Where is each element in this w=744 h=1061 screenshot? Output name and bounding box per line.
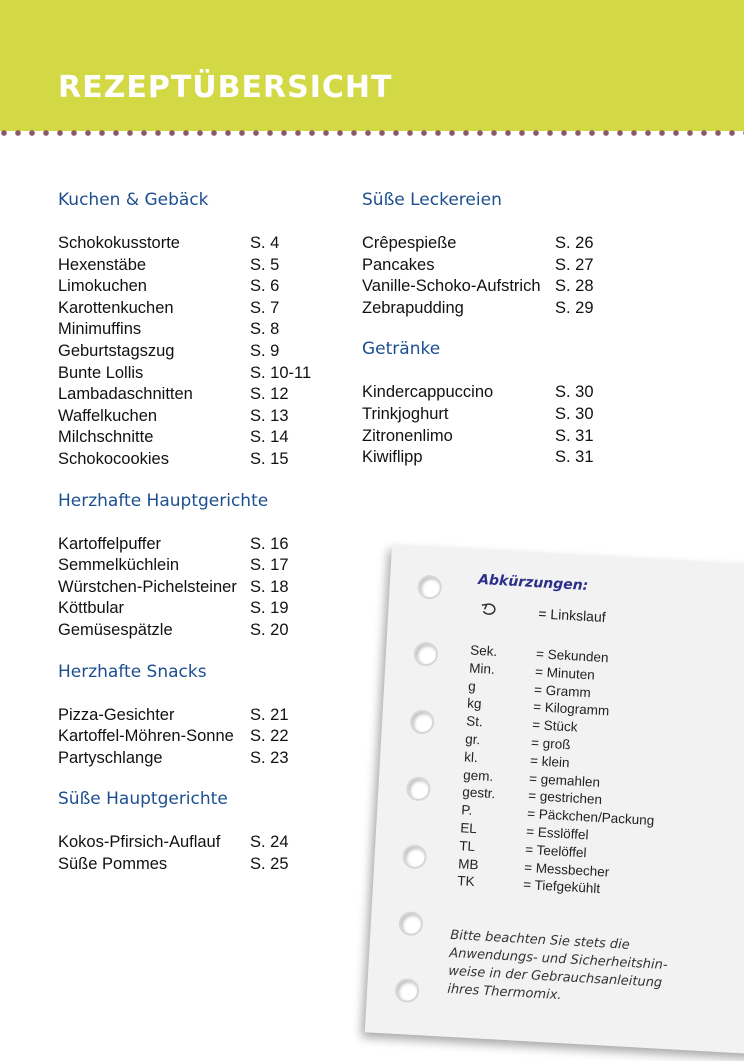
recipe-page: S. 18: [250, 577, 289, 596]
abbreviation-key: kl.: [463, 749, 479, 765]
section-title: Getränke: [362, 339, 441, 360]
recipe-row: [58, 854, 348, 876]
recipe-name: Partyschlange: [58, 748, 163, 767]
recipe-name: Hexenstäbe: [58, 255, 147, 274]
thermomix-note: Bitte beachten Sie stets die Anwendungs- und Sicherheitshin-weise in der Gebrauchsanleitung ihres Thermomix.: [446, 927, 668, 1004]
recipe-name: Kokos-Pfirsich-Auflauf: [58, 833, 221, 852]
counterclockwise-arrow-icon: [478, 600, 501, 619]
recipe-page: S. 17: [250, 556, 289, 575]
recipe-page: S. 22: [250, 727, 289, 746]
abbreviation-row: [456, 873, 601, 897]
abbreviation-card: [365, 545, 744, 1055]
recipe-name: Bunte Lollis: [58, 363, 144, 382]
recipe-list: [58, 832, 348, 875]
recipe-page: S. 16: [250, 534, 289, 553]
recipe-name: Kiwiflipp: [362, 448, 423, 467]
recipe-row: [58, 577, 348, 599]
recipe-page: S. 20: [250, 620, 289, 639]
recipe-page: S. 4: [250, 234, 280, 252]
abbreviation-list: [456, 642, 655, 897]
recipe-row: [362, 298, 652, 320]
recipe-name: Köttbular: [58, 599, 125, 618]
recipe-row: [362, 255, 652, 277]
recipe-page: S. 27: [555, 255, 594, 274]
abbreviation-meaning: = Päckchen/Packung: [526, 806, 655, 829]
abbreviation-meaning: = Kilogramm: [532, 699, 610, 719]
recipe-name: Kartoffel-Möhren-Sonne: [58, 727, 234, 746]
section-leckereien: [362, 188, 652, 319]
recipe-page: S. 7: [250, 298, 280, 317]
abbreviation-key: kg: [466, 695, 482, 712]
section-title: Kuchen & Gebäck: [58, 190, 209, 210]
recipe-row: [362, 233, 652, 255]
recipe-name: Kartoffelpuffer: [58, 534, 162, 553]
abbreviation-key: St.: [465, 713, 484, 730]
abbreviation-meaning: = gestrichen: [527, 788, 603, 808]
section-snacks: [58, 660, 348, 770]
recipe-name: Crêpespieße: [362, 234, 457, 252]
recipe-row: [58, 555, 348, 577]
abbreviation-key: gem.: [462, 766, 494, 784]
recipe-row: [58, 298, 348, 320]
recipe-name: Schokocookies: [58, 449, 169, 468]
recipe-page: S. 25: [250, 854, 289, 873]
abbreviation-key: TK: [456, 873, 476, 890]
abbreviation-row: [458, 837, 587, 861]
punch-hole-icon: [398, 911, 423, 936]
recipe-row: [58, 726, 348, 748]
abbreviation-meaning: = Sekunden: [535, 646, 609, 666]
recipe-list: [58, 233, 348, 471]
recipe-row: [58, 748, 348, 770]
section-hauptgerichte: [58, 489, 348, 642]
recipe-row: [362, 426, 652, 448]
recipe-page: S. 29: [555, 298, 594, 317]
recipe-page: S. 31: [555, 448, 594, 467]
recipe-name: Karottenkuchen: [58, 298, 174, 317]
dotted-divider: [0, 129, 744, 137]
recipe-page: S. 24: [250, 833, 289, 852]
abbreviation-meaning: = groß: [530, 735, 571, 753]
section-title: Süße Leckereien: [362, 190, 502, 210]
recipe-list: [58, 705, 348, 770]
recipe-row: [58, 705, 348, 727]
punch-hole-icon: [417, 575, 442, 600]
recipe-page: S. 14: [250, 428, 289, 447]
recipe-name: Gemüsespätzle: [58, 620, 173, 639]
section-title: Herzhafte Hauptgerichte: [58, 490, 269, 511]
recipe-list: [362, 233, 652, 319]
abbreviation-row: [461, 784, 603, 808]
recipe-page: S. 8: [250, 320, 280, 339]
recipe-row: [58, 534, 348, 556]
abbreviation-row: [465, 713, 578, 735]
recipe-name: Milchschnitte: [58, 428, 154, 447]
linkslauf-meaning: = Linkslauf: [537, 605, 607, 626]
abbreviation-meaning: = klein: [529, 752, 570, 771]
recipe-name: Semmelküchlein: [58, 556, 180, 575]
punch-hole-icon: [402, 844, 427, 869]
recipe-page: S. 19: [250, 599, 289, 618]
punch-hole-icon: [410, 709, 435, 734]
recipe-row: [58, 363, 348, 385]
recipe-page: S. 9: [250, 341, 280, 360]
recipe-name: Zebrapudding: [362, 298, 464, 317]
recipe-name: Vanille-Schoko-Aufstrich: [362, 277, 541, 296]
abbreviation-key: P.: [460, 802, 473, 819]
recipe-name: Pizza-Gesichter: [58, 705, 175, 724]
recipe-row: [58, 427, 348, 449]
recipe-row: [58, 233, 348, 255]
abbreviation-key: TL: [458, 838, 476, 854]
abbreviation-meaning: = Teelöffel: [524, 841, 587, 861]
recipe-page: S. 31: [555, 426, 594, 445]
recipe-row: [58, 341, 348, 363]
recipe-page: S. 26: [555, 234, 594, 252]
recipe-page: S. 30: [555, 383, 594, 402]
punch-hole-icon: [413, 641, 438, 666]
recipe-page: S. 12: [250, 385, 289, 404]
abbreviation-row: [468, 659, 596, 683]
recipe-page: S. 21: [250, 705, 289, 724]
abbreviation-key: Min.: [468, 660, 496, 677]
punch-hole-icon: [406, 776, 431, 801]
abbreviation-key: MB: [457, 855, 479, 872]
recipe-name: Schokokusstorte: [58, 234, 180, 252]
abbreviation-key: EL: [459, 820, 478, 837]
recipe-row: [58, 319, 348, 341]
recipe-page: S. 10-11: [250, 363, 312, 382]
abbreviation-meaning: = Messbecher: [523, 859, 610, 880]
recipe-name: Minimuffins: [58, 320, 142, 339]
abbreviation-row: [463, 748, 570, 771]
abbreviations-title: Abkürzungen:: [477, 571, 589, 595]
recipe-list: [362, 382, 652, 468]
abbreviation-row: [462, 766, 601, 790]
left-column: [58, 188, 348, 893]
recipe-name: Zitronenlimo: [362, 426, 453, 445]
abbreviation-row: [464, 730, 571, 753]
recipe-row: [58, 449, 348, 471]
section-title: Herzhafte Snacks: [58, 661, 207, 682]
abbreviation-meaning: = gemahlen: [528, 770, 601, 790]
recipe-page: S. 5: [250, 255, 280, 274]
recipe-name: Waffelkuchen: [58, 406, 158, 425]
recipe-row: [362, 404, 652, 426]
recipe-name: Würstchen-Pichelsteiner: [58, 577, 237, 596]
abbreviation-key: g: [467, 678, 477, 694]
abbreviation-row: [466, 695, 610, 719]
abbreviation-key: gr.: [464, 731, 481, 748]
recipe-row: [58, 620, 348, 642]
recipe-name: Trinkjoghurt: [362, 404, 449, 423]
recipe-row: [362, 276, 652, 298]
abbreviation-row: [467, 677, 592, 700]
abbreviation-meaning: = Tiefgekühlt: [522, 877, 601, 897]
recipe-row: [58, 276, 348, 298]
recipe-row: [58, 384, 348, 406]
recipe-row: [362, 447, 652, 469]
recipe-page: S. 13: [250, 406, 289, 425]
recipe-name: Limokuchen: [58, 277, 147, 296]
recipe-page: S. 15: [250, 449, 289, 468]
abbreviation-row: [457, 855, 610, 880]
recipe-row: [362, 382, 652, 404]
recipe-page: S. 28: [555, 277, 594, 296]
abbreviation-meaning: = Stück: [531, 717, 578, 735]
right-column: [362, 188, 652, 487]
recipe-name: Kindercappuccino: [362, 383, 494, 402]
recipe-row: [58, 406, 348, 428]
recipe-row: [58, 598, 348, 620]
recipe-name: Pancakes: [362, 255, 435, 274]
abbreviation-row: [469, 642, 609, 666]
punch-hole-icon: [395, 978, 420, 1003]
recipe-page: S. 23: [250, 748, 289, 767]
recipe-name: Süße Pommes: [58, 854, 168, 873]
page-title: REZEPTÜBERSICHT: [58, 70, 393, 105]
abbreviation-row: [459, 819, 589, 843]
recipe-name: Geburtstagszug: [58, 341, 175, 360]
recipe-list: [58, 534, 348, 642]
abbreviation-meaning: = Gramm: [533, 681, 592, 700]
abbreviation-key: Sek.: [469, 642, 498, 660]
section-getraenke: [362, 337, 652, 468]
abbreviation-meaning: = Minuten: [534, 663, 596, 683]
recipe-row: [58, 832, 348, 854]
abbreviation-meaning: = Esslöffel: [525, 823, 589, 843]
header-banner: [0, 0, 744, 131]
section-kuchen: [58, 188, 348, 471]
abbreviation-key: gestr.: [461, 784, 496, 802]
section-suesse-hauptgerichte: [58, 787, 348, 875]
recipe-name: Lambadaschnitten: [58, 385, 193, 404]
recipe-page: S. 6: [250, 277, 280, 296]
section-title: Süße Hauptgerichte: [58, 789, 228, 810]
recipe-page: S. 30: [555, 404, 594, 423]
recipe-row: [58, 255, 348, 277]
